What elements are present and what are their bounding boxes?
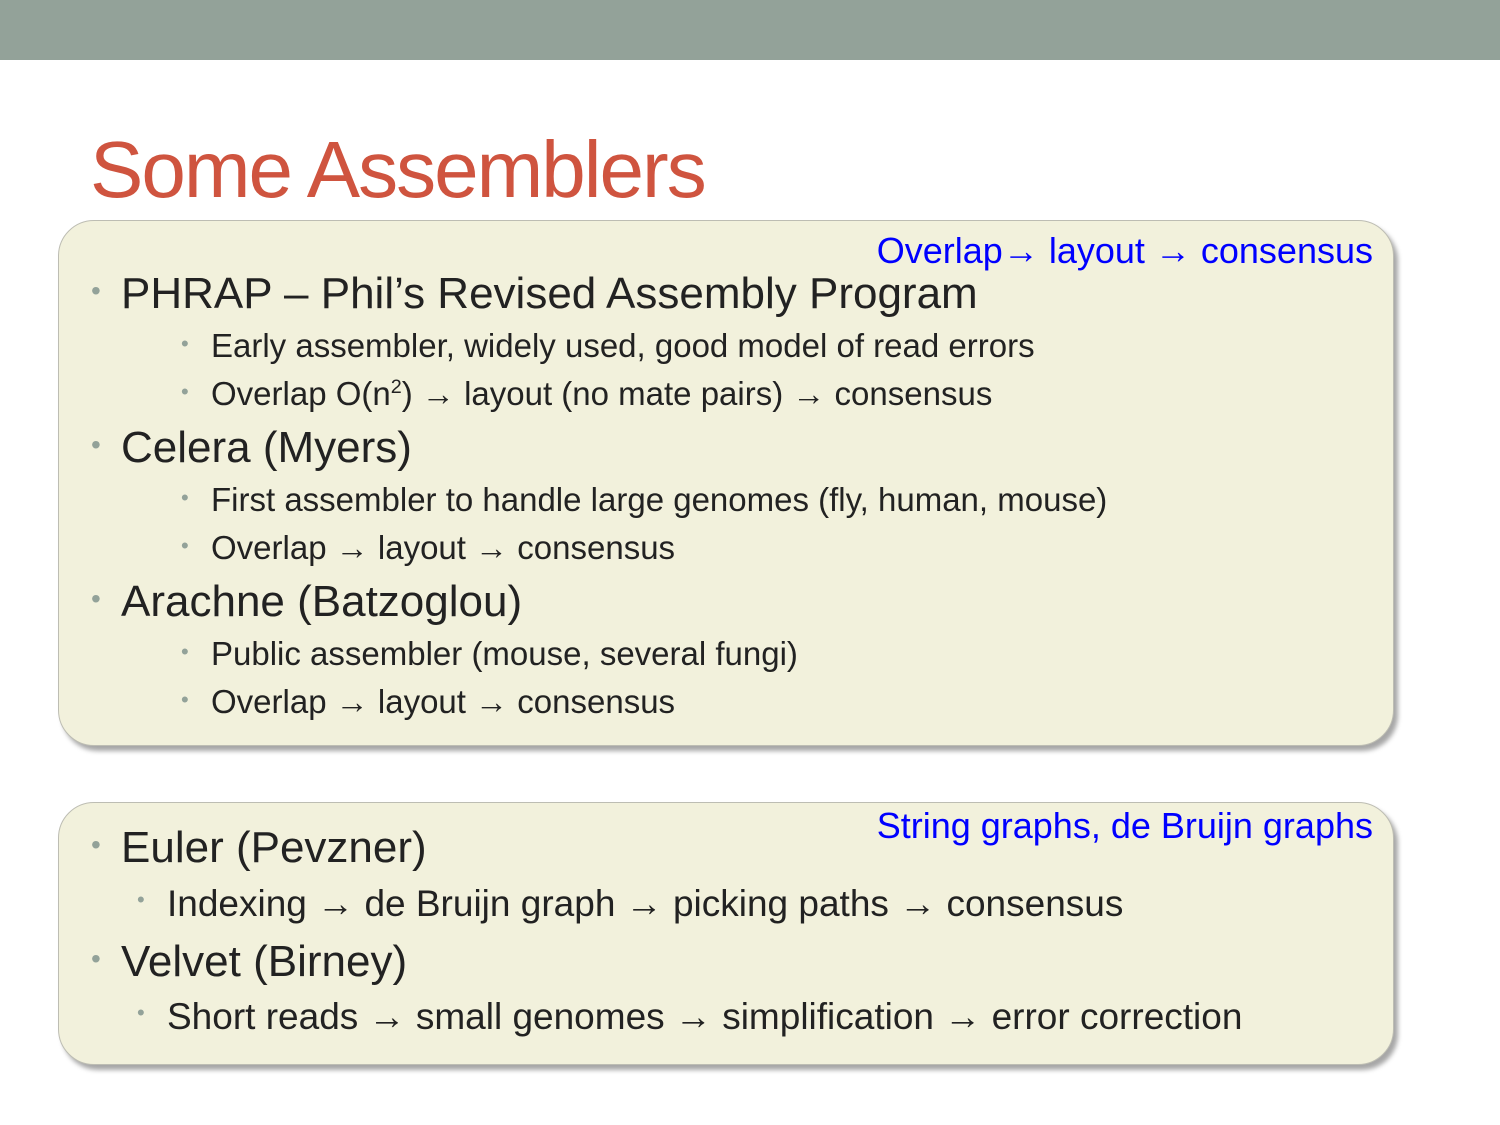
list-item-label: PHRAP – Phil’s Revised Assembly Program (121, 269, 978, 318)
panel-tagline: Overlap→ layout → consensus (876, 230, 1373, 271)
list-subitem (181, 683, 676, 721)
list-item (91, 823, 427, 873)
top-accent-bar (0, 0, 1500, 60)
list-subitem-label: Overlap → layout → consensus (211, 683, 676, 720)
list-item-label: Euler (Pevzner) (121, 823, 427, 872)
list-subitem-label: First assembler to handle large genomes (fly, human, mouse) (211, 481, 1108, 518)
bullet-icon: • (181, 331, 189, 356)
superscript: 2 (390, 376, 402, 398)
list-item (91, 423, 412, 473)
list-subitem-label: Public assembler (mouse, several fungi) (211, 635, 798, 672)
list-subitem (181, 327, 1035, 365)
bullet-icon: • (91, 829, 101, 860)
overlap-layout-consensus-panel (58, 220, 1394, 746)
list-subitem (137, 996, 1243, 1038)
list-subitem-label: Indexing → de Bruijn graph → picking paths → consensus (167, 883, 1124, 924)
bullet-icon: • (137, 887, 145, 912)
bullet-icon: • (181, 379, 189, 404)
list-item-label: Celera (Myers) (121, 423, 412, 472)
bullet-icon: • (181, 639, 189, 664)
list-subitem-label (211, 375, 992, 412)
list-subitem (181, 529, 676, 567)
list-item (91, 269, 978, 319)
bullet-icon: • (91, 943, 101, 974)
list-item (91, 577, 523, 627)
list-subitem (181, 375, 993, 413)
text-after: ) → layout (no mate pairs) → consensus (401, 375, 993, 412)
list-item-label: Arachne (Batzoglou) (121, 577, 523, 626)
text-before: Overlap O(n (211, 375, 391, 412)
bullet-icon: • (137, 1000, 145, 1025)
list-subitem (181, 635, 798, 673)
bullet-icon: • (91, 429, 101, 460)
list-item (91, 937, 408, 987)
slide-title: Some Assemblers (90, 125, 705, 214)
graph-based-panel (58, 802, 1394, 1065)
bullet-icon: • (91, 583, 101, 614)
list-subitem (137, 883, 1124, 925)
list-subitem-label: Short reads → small genomes → simplification → error correction (167, 996, 1243, 1037)
bullet-icon: • (181, 687, 189, 712)
bullet-icon: • (181, 485, 189, 510)
bullet-icon: • (181, 533, 189, 558)
list-subitem (181, 481, 1108, 519)
list-item-label: Velvet (Birney) (121, 937, 408, 986)
bullet-icon: • (91, 275, 101, 306)
panel-tagline: String graphs, de Bruijn graphs (876, 805, 1373, 846)
list-subitem-label: Early assembler, widely used, good model of read errors (211, 327, 1035, 364)
list-subitem-label: Overlap → layout → consensus (211, 529, 676, 566)
